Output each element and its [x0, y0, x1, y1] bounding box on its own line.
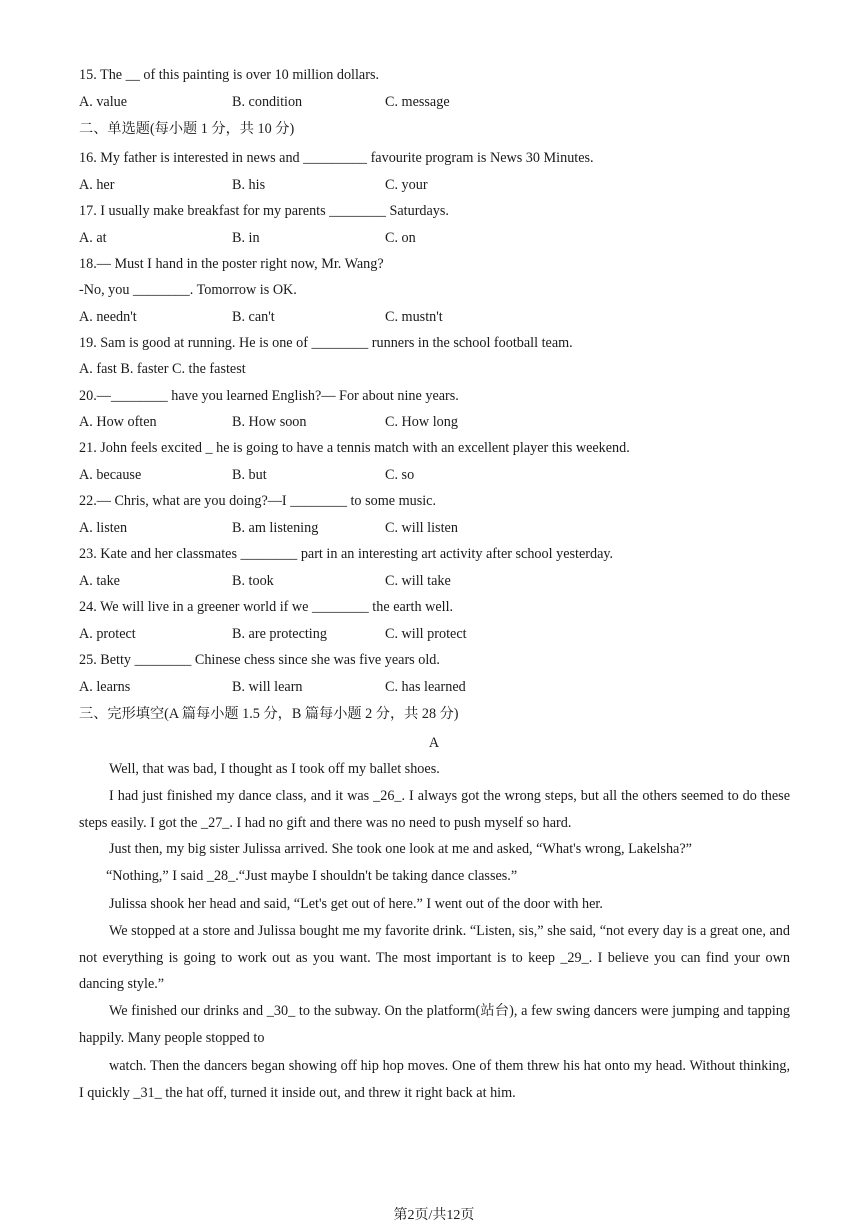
q23-option-c: C. will take	[385, 573, 451, 589]
q20-option-a: A. How often	[79, 414, 157, 430]
q18-stem: 18.— Must I hand in the poster right now, Mr. Wang?	[79, 256, 384, 272]
q17-options	[79, 229, 679, 247]
q25-stem: 25. Betty ________ Chinese chess since she was five years old.	[79, 652, 440, 668]
q18-stem-reply: -No, you ________. Tomorrow is OK.	[79, 282, 297, 298]
q20-stem: 20.—________ have you learned English?— For about nine years.	[79, 388, 459, 404]
passage-paragraph-3: Just then, my big sister Julissa arrived. She took one look at me and asked, “What's wrong, Lakelsha?”	[109, 841, 692, 857]
q24-option-c: C. will protect	[385, 626, 467, 642]
q23-stem: 23. Kate and her classmates ________ part in an interesting art activity after school yesterday.	[79, 546, 614, 562]
passage-paragraph-4: “Nothing,” I said _28_.“Just maybe I shouldn't be taking dance classes.”	[106, 868, 518, 884]
q16-stem: 16. My father is interested in news and _________ favourite program is News 30 Minutes.	[79, 150, 594, 166]
q25-options	[79, 678, 679, 696]
passage-title: A	[428, 735, 440, 751]
q16-option-c: C. your	[385, 177, 428, 193]
q23-option-a: A. take	[79, 573, 120, 589]
q22-option-c: C. will listen	[385, 520, 458, 536]
page-number: 第2页/共12页	[393, 1208, 475, 1223]
q17-stem: 17. I usually make breakfast for my parents ________ Saturdays.	[79, 203, 449, 219]
q24-stem: 24. We will live in a greener world if we ________ the earth well.	[79, 599, 454, 615]
q23-option-b: B. took	[232, 573, 274, 589]
q25-option-a: A. learns	[79, 679, 131, 695]
q16-option-a: A. her	[79, 177, 115, 193]
q15-option-b: B. condition	[232, 94, 303, 110]
q16-options	[79, 176, 679, 194]
q21-options	[79, 466, 679, 484]
q17-option-a: A. at	[79, 230, 107, 246]
q24-option-a: A. protect	[79, 626, 136, 642]
q16-option-b: B. his	[232, 177, 266, 193]
q19-stem: 19. Sam is good at running. He is one of ________ runners in the school football team.	[79, 335, 573, 351]
q15-options	[79, 93, 679, 111]
q23-options	[79, 572, 679, 590]
q25-option-c: C. has learned	[385, 679, 466, 695]
q21-stem: 21. John feels excited _ he is going to have a tennis match with an excellent player this weekend.	[79, 440, 630, 456]
section-heading-2: 二、单选题(每小题 1 分，共 10 分)	[79, 121, 295, 137]
q19-options: A. fast B. faster C. the fastest	[79, 361, 246, 377]
q22-stem: 22.— Chris, what are you doing?—I ________ to some music.	[79, 493, 437, 509]
q25-option-b: B. will learn	[232, 679, 303, 695]
q20-option-c: C. How long	[385, 414, 458, 430]
q15-option-c: C. message	[385, 94, 450, 110]
q21-option-a: A. because	[79, 467, 142, 483]
q21-option-b: B. but	[232, 467, 267, 483]
q18-option-c: C. mustn't	[385, 309, 443, 325]
q17-option-c: C. on	[385, 230, 416, 246]
section-heading-3: 三、完形填空(A 篇每小题 1.5 分，B 篇每小题 2 分，共 28 分)	[79, 706, 459, 722]
q24-options	[79, 625, 679, 643]
q22-option-b: B. am listening	[232, 520, 319, 536]
passage-paragraph-6: We stopped at a store and Julissa bought me my favorite drink. “Listen, sis,” she said, “not every day is a great one, and not everything is going to work out as you want. The most important is to keep _29_. I believe you can find your own dancing style.”	[79, 923, 790, 992]
q22-option-a: A. listen	[79, 520, 128, 536]
passage-paragraph-8: watch. Then the dancers began showing off hip hop moves. One of them threw his hat onto my head. Without thinking, I quickly _31_ the hat off, turned it inside out, and threw it right back at him.	[79, 1058, 790, 1101]
q18-option-b: B. can't	[232, 309, 275, 325]
passage-paragraph-1: Well, that was bad, I thought as I took off my ballet shoes.	[109, 761, 440, 777]
q18-option-a: A. needn't	[79, 309, 137, 325]
q22-options	[79, 519, 679, 537]
q20-option-b: B. How soon	[232, 414, 307, 430]
passage-paragraph-7: We finished our drinks and _30_ to the subway. On the platform(站台), a few swing dancers were jumping and tapping happily. Many people stopped to	[79, 1003, 790, 1046]
q20-options	[79, 413, 679, 431]
passage-paragraph-2: I had just finished my dance class, and it was _26_. I always got the wrong steps, but all the others seemed to do these steps easily. I got the _27_. I had no gift and there was no need to push myself so hard.	[79, 788, 790, 831]
q17-option-b: B. in	[232, 230, 260, 246]
passage-paragraph-5: Julissa shook her head and said, “Let's get out of here.” I went out of the door with her.	[109, 896, 603, 912]
q24-option-b: B. are protecting	[232, 626, 327, 642]
q18-options	[79, 308, 679, 326]
q15-option-a: A. value	[79, 94, 128, 110]
q21-option-c: C. so	[385, 467, 415, 483]
q15-stem: 15. The __ of this painting is over 10 million dollars.	[79, 67, 380, 83]
